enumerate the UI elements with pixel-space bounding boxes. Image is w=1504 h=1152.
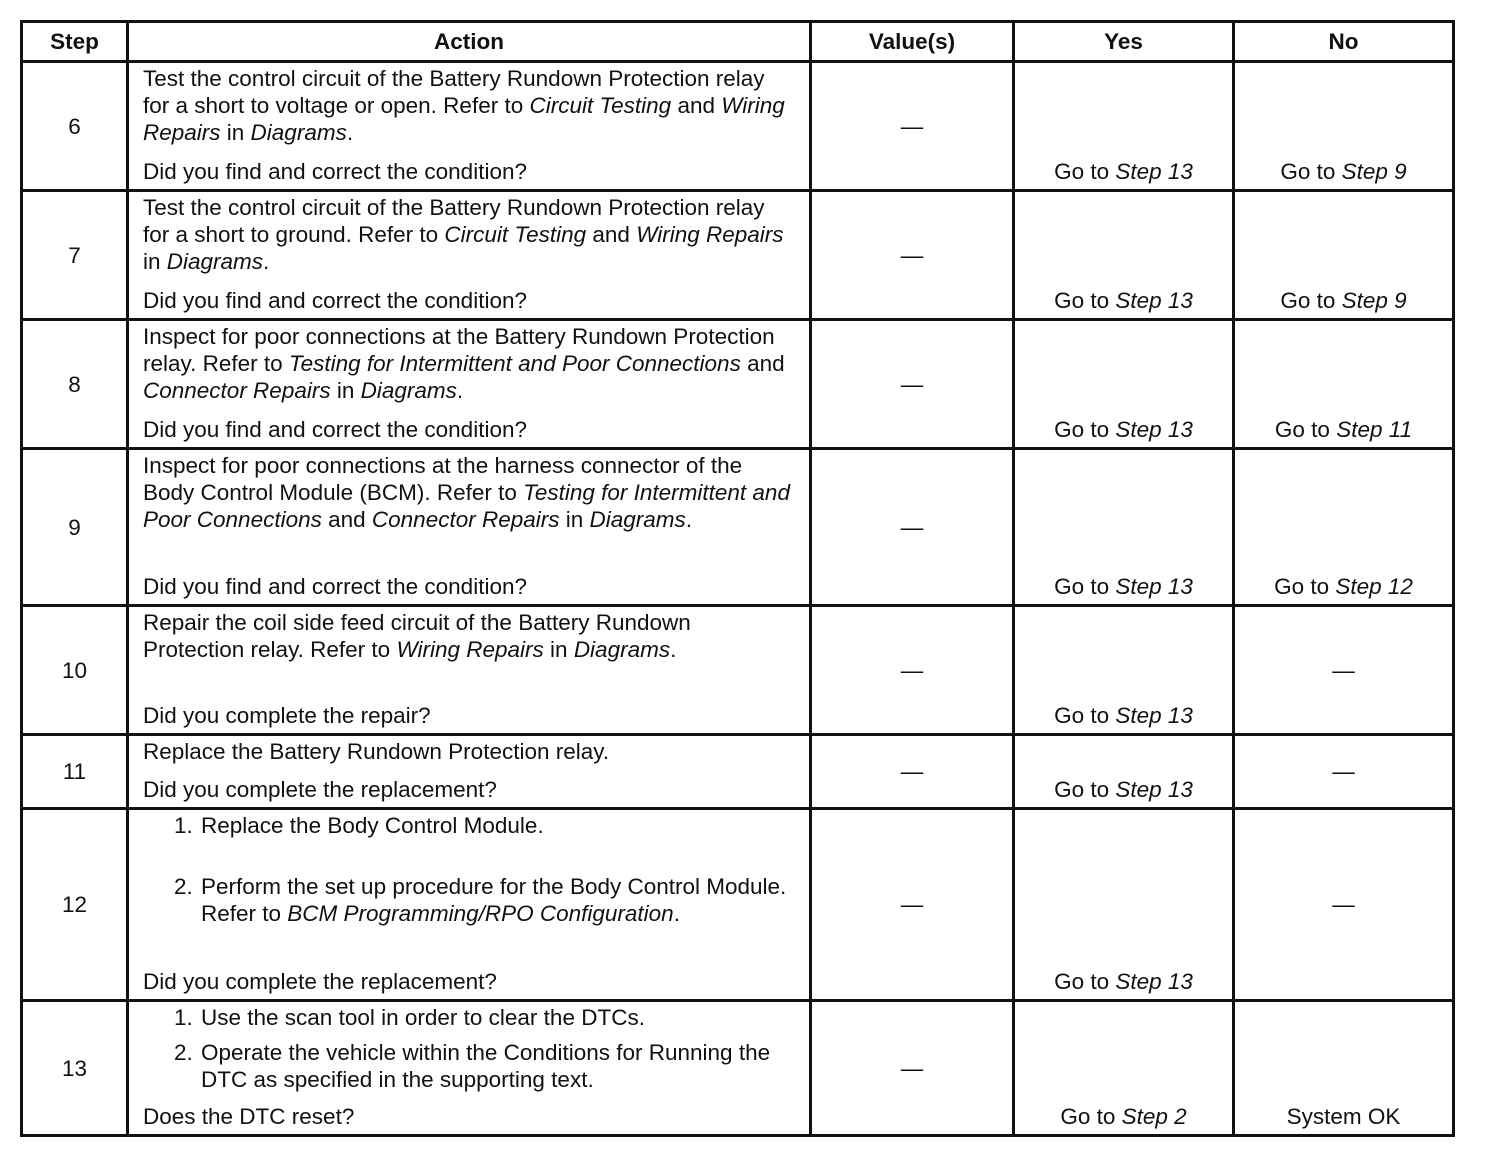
yes-cell (1014, 320, 1234, 449)
value-cell: — (811, 735, 1014, 809)
action-text-part: and (740, 351, 785, 376)
action-content (143, 65, 795, 185)
goto-prefix: Go to (1054, 703, 1116, 728)
yes-cell (1014, 606, 1234, 735)
action-question: Did you find and correct the condition? (143, 159, 527, 184)
action-instructions (143, 452, 795, 533)
reference-link-text: Diagrams (573, 637, 671, 662)
goto-prefix: Go to (1280, 159, 1342, 184)
action-content (143, 452, 795, 600)
goto-step-link[interactable]: Step 13 (1115, 288, 1193, 313)
goto-step-link[interactable]: Step 2 (1121, 1104, 1187, 1129)
action-text-part: Operate the vehicle within the Conditions for Running the DTC as specified in the supporting text. (201, 1040, 771, 1092)
goto-step-link[interactable]: Step 9 (1341, 159, 1407, 184)
action-text-part: Repair the coil side feed circuit of the Battery Rundown Protection relay. Refer to (143, 610, 691, 662)
action-text-part: Use the scan tool in order to clear the DTCs. (201, 1005, 645, 1030)
action-text-part: Replace the Battery Rundown Protection relay. (143, 739, 610, 764)
step-number: 6 (22, 62, 128, 191)
action-instructions (143, 323, 795, 404)
no-cell: System OK (1234, 1001, 1454, 1136)
action-text-part: Test the control circuit of the Battery Rundown Protection relay for a short to ground. Refer to (143, 195, 765, 247)
action-question: Did you complete the repair? (143, 703, 431, 728)
action-text-part: in (220, 120, 251, 145)
action-cell (128, 449, 811, 606)
action-content (143, 194, 795, 314)
reference-link-text: Connector Repairs (371, 507, 560, 532)
action-text-part: Perform the set up procedure for the Body Control Module. Refer to (201, 874, 787, 926)
action-cell (128, 1001, 811, 1136)
action-text-part: and (321, 507, 372, 532)
yes-cell (1014, 809, 1234, 1001)
step-number: 7 (22, 191, 128, 320)
goto-prefix: Go to (1054, 574, 1116, 599)
step-number: 8 (22, 320, 128, 449)
action-question: Did you complete the replacement? (143, 969, 497, 994)
action-content (143, 323, 795, 443)
header-values: Value(s) (811, 22, 1014, 62)
goto-step-link[interactable]: Step 13 (1115, 777, 1193, 802)
action-step-list (143, 812, 795, 927)
action-instructions (143, 738, 795, 765)
action-text-part: . (456, 378, 464, 403)
action-text-part: in (543, 637, 574, 662)
goto-prefix: Go to (1054, 969, 1116, 994)
value-cell: — (811, 62, 1014, 191)
goto-prefix: Go to (1280, 288, 1342, 313)
goto-step-link[interactable]: Step 13 (1115, 159, 1193, 184)
action-list-item (199, 1004, 795, 1031)
goto-step-link[interactable]: Step 11 (1336, 417, 1413, 442)
diagnostic-table (20, 20, 1455, 1137)
goto-step-link[interactable]: Step 13 (1115, 417, 1193, 442)
goto-prefix: Go to (1054, 417, 1116, 442)
action-content (143, 812, 795, 995)
step-number: 13 (22, 1001, 128, 1136)
reference-link-text: Testing for Intermittent and Poor Connections (143, 480, 790, 532)
table-row (22, 62, 1454, 191)
yes-cell (1014, 1001, 1234, 1136)
goto-prefix: Go to (1054, 777, 1116, 802)
action-instructions (143, 1004, 795, 1093)
reference-link-text: Diagrams (166, 249, 264, 274)
action-text-part: . (685, 507, 693, 532)
action-content (143, 1004, 795, 1130)
goto-prefix: Go to (1054, 288, 1116, 313)
action-list-item (199, 1039, 795, 1093)
table-row (22, 735, 1454, 809)
action-question: Did you find and correct the condition? (143, 574, 527, 599)
goto-step-link[interactable]: Step 13 (1115, 703, 1193, 728)
table-row (22, 606, 1454, 735)
action-cell (128, 320, 811, 449)
value-cell: — (811, 1001, 1014, 1136)
reference-link-text: Connector Repairs (143, 378, 331, 403)
goto-step-link[interactable]: Step 13 (1115, 969, 1193, 994)
header-no: No (1234, 22, 1454, 62)
table-row (22, 1001, 1454, 1136)
goto-step-link[interactable]: Step 9 (1341, 288, 1407, 313)
no-cell: — (1234, 735, 1454, 809)
action-content (143, 609, 795, 729)
action-cell (128, 606, 811, 735)
goto-prefix: Go to (1054, 159, 1116, 184)
action-instructions (143, 812, 795, 927)
action-content (143, 738, 795, 803)
table-body (22, 62, 1454, 1136)
value-cell: — (811, 809, 1014, 1001)
action-cell (128, 809, 811, 1001)
action-text-part: Replace the Body Control Module. (201, 813, 544, 838)
step-number: 11 (22, 735, 128, 809)
no-cell (1234, 449, 1454, 606)
reference-link-text: Wiring Repairs (396, 637, 544, 662)
no-cell (1234, 191, 1454, 320)
no-cell (1234, 320, 1454, 449)
step-number: 10 (22, 606, 128, 735)
action-text-part: . (673, 901, 680, 926)
reference-link-text: Wiring Repairs (636, 222, 784, 247)
step-number: 12 (22, 809, 128, 1001)
action-question: Did you find and correct the condition? (143, 288, 527, 313)
goto-step-link[interactable]: Step 12 (1335, 574, 1413, 599)
action-list-item (199, 812, 795, 839)
yes-cell (1014, 735, 1234, 809)
action-cell (128, 191, 811, 320)
action-question: Does the DTC reset? (143, 1104, 355, 1129)
step-number: 9 (22, 449, 128, 606)
reference-link-text: Circuit Testing (529, 93, 672, 118)
action-instructions (143, 609, 795, 663)
action-question: Did you find and correct the condition? (143, 417, 527, 442)
action-instructions (143, 194, 795, 275)
goto-prefix: Go to (1274, 574, 1336, 599)
action-text-part: and (671, 93, 722, 118)
action-text-part: and (586, 222, 637, 247)
reference-link-text: Diagrams (360, 378, 457, 403)
yes-cell (1014, 449, 1234, 606)
no-cell: — (1234, 809, 1454, 1001)
action-text-part: in (143, 249, 167, 274)
action-step-list (143, 1004, 795, 1093)
action-text-part: Test the control circuit of the Battery Rundown Protection relay for a short to voltage or open. Refer to (143, 66, 765, 118)
header-row (22, 22, 1454, 62)
action-text-part: Inspect for poor connections at the Battery Rundown Protection relay. Refer to (143, 324, 775, 376)
header-step: Step (22, 22, 128, 62)
no-cell (1234, 62, 1454, 191)
action-text-part: . (346, 120, 354, 145)
table-row (22, 191, 1454, 320)
reference-link-text: Testing for Intermittent and Poor Connections (288, 351, 741, 376)
table-row (22, 320, 1454, 449)
reference-link-text: Diagrams (589, 507, 686, 532)
header-action: Action (128, 22, 811, 62)
no-cell: — (1234, 606, 1454, 735)
table-row (22, 449, 1454, 606)
yes-cell (1014, 62, 1234, 191)
action-list-item (199, 873, 795, 927)
action-text-part: . (670, 637, 677, 662)
reference-link-text: BCM Programming/RPO Configuration (287, 901, 674, 926)
value-cell: — (811, 449, 1014, 606)
value-cell: — (811, 191, 1014, 320)
goto-step-link[interactable]: Step 13 (1115, 574, 1193, 599)
table-row (22, 809, 1454, 1001)
action-cell (128, 735, 811, 809)
reference-link-text: Diagrams (250, 120, 347, 145)
action-text-part: . (263, 249, 270, 274)
goto-prefix: Go to (1060, 1104, 1122, 1129)
action-text-part: Inspect for poor connections at the harness connector of the Body Control Module (BCM). Refer to (143, 453, 743, 505)
action-question: Did you complete the replacement? (143, 777, 497, 802)
header-yes: Yes (1014, 22, 1234, 62)
reference-link-text: Wiring Repairs (143, 93, 785, 145)
action-text-part: in (330, 378, 361, 403)
value-cell: — (811, 320, 1014, 449)
action-cell (128, 62, 811, 191)
value-cell: — (811, 606, 1014, 735)
yes-cell (1014, 191, 1234, 320)
goto-prefix: Go to (1274, 417, 1337, 442)
action-text-part: in (559, 507, 590, 532)
reference-link-text: Circuit Testing (444, 222, 587, 247)
action-instructions (143, 65, 795, 146)
